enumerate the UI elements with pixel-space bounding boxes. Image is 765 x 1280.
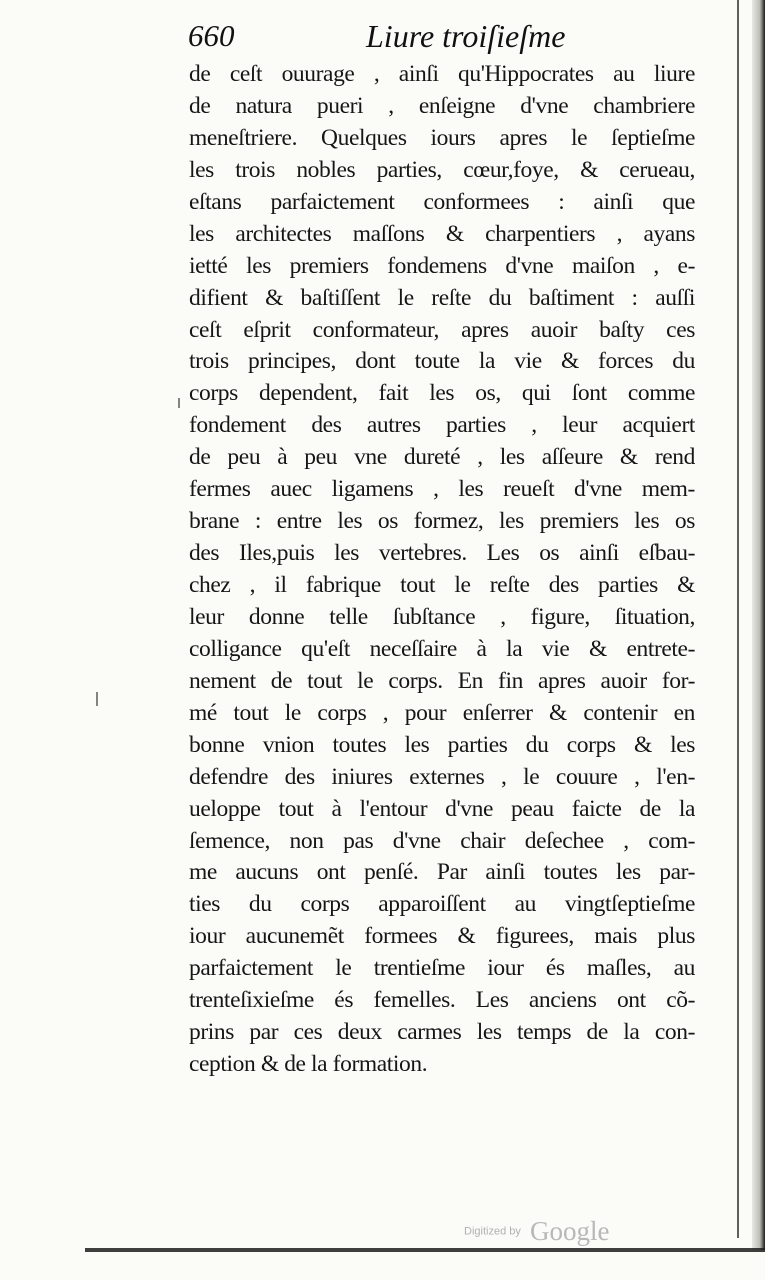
text-line: corps dependent, fait les os, qui ſont comme: [189, 380, 695, 407]
text-line: brane : entre les os formez, les premiers les os: [189, 508, 695, 535]
margin-speck: [96, 692, 98, 706]
text-line: colligance qu'eſt neceſſaire à la vie & entrete-: [189, 635, 695, 662]
body-text: [189, 58, 695, 1080]
digitized-by-label: Digitized by: [464, 1225, 521, 1238]
text-line: ception & de la formation.: [189, 1051, 428, 1078]
text-line: de peu à peu vne dureté , les aſſeure & rend: [189, 444, 695, 471]
google-logo-text: Google: [529, 1216, 610, 1246]
text-line: les trois nobles parties, cœur,foye, & cerueau,: [189, 156, 695, 183]
text-line: fondement des autres parties , leur acquiert: [189, 412, 695, 439]
digitized-watermark: [464, 1216, 609, 1252]
text-line: iour aucunemẽt formees & figurees, mais plus: [189, 923, 695, 950]
text-line: eſtans parfaictement conformees : ainſi que: [189, 188, 695, 215]
text-line: de ceſt ouurage , ainſi qu'Hippocrates au liure: [189, 61, 695, 87]
page-gutter-line: [737, 0, 739, 1238]
text-line: ſemence, non pas d'vne chair deſechee , com-: [189, 827, 695, 854]
text-line: bonne vnion toutes les parties du corps & les: [189, 731, 695, 758]
page-edge-shadow: [752, 0, 765, 1250]
text-line: ietté les premiers fondemens d'vne maiſon , e-: [189, 252, 695, 279]
text-line: mé tout le corps , pour enſerrer & contenir en: [189, 699, 695, 726]
running-title: Liure troiſieſme: [366, 18, 566, 54]
text-line: nement de tout le corps. En fin apres auoir for-: [189, 667, 695, 694]
text-line: les architectes maſſons & charpentiers , ayans: [189, 220, 695, 247]
text-line: leur donne telle ſubſtance , figure, ſituation,: [189, 603, 695, 630]
text-line: des Iles,puis les vertebres. Les os ainſi eſbau-: [189, 540, 695, 567]
text-line: fermes auec ligamens , les reueſt d'vne mem-: [189, 476, 695, 503]
text-line: prins par ces deux carmes les temps de la con-: [189, 1019, 695, 1046]
page-bottom-edge: [85, 1248, 765, 1252]
text-line: de natura pueri , enſeigne d'vne chambriere: [189, 92, 695, 119]
text-line: meneſtriere. Quelques iours apres le ſeptieſme: [189, 124, 695, 151]
text-line: ties du corps apparoiſſent au vingtſeptieſme: [189, 891, 695, 918]
page-number: 660: [188, 18, 235, 53]
margin-speck: [178, 398, 180, 408]
text-line: defendre des iniures externes , le couure , l'en-: [189, 763, 695, 790]
text-line: me aucuns ont penſé. Par ainſi toutes les par-: [189, 859, 695, 886]
text-line: difient & baſtiſſent le reſte du baſtiment : auſſi: [189, 284, 695, 311]
text-line: trenteſixieſme és femelles. Les anciens ont cõ-: [189, 987, 695, 1014]
text-line: ceſt eſprit conformateur, apres auoir baſty ces: [189, 316, 695, 343]
text-line: chez , il fabrique tout le reſte des parties &: [189, 572, 695, 598]
text-line: trois principes, dont toute la vie & forces du: [189, 348, 695, 375]
text-line: ueloppe tout à l'entour d'vne peau faicte de la: [189, 795, 695, 822]
page-header: [188, 16, 648, 56]
text-line: parfaictement le trentieſme iour és maſles, au: [189, 955, 695, 982]
